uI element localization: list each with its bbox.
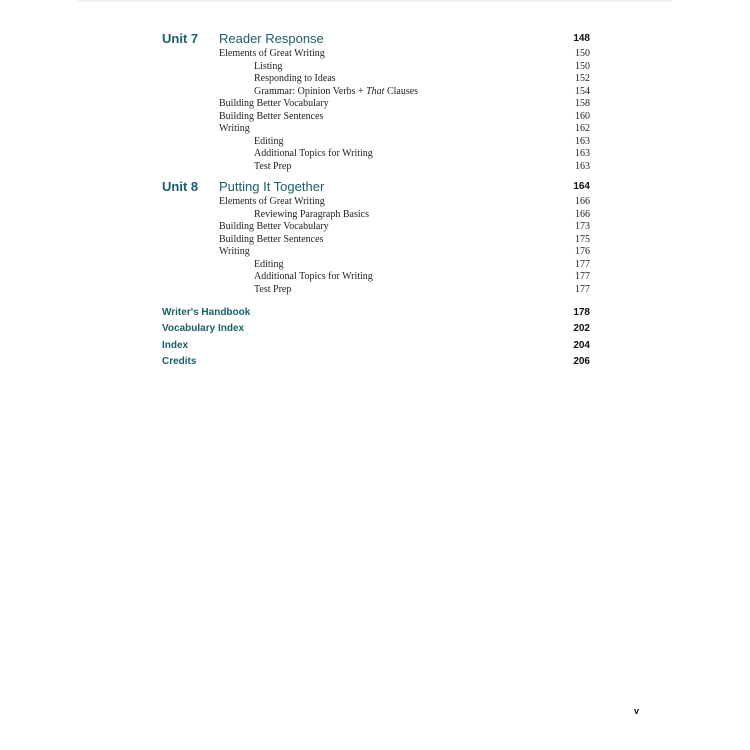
entry-label: Building Better Sentences [219,110,324,122]
toc-entry[interactable] [162,284,590,297]
entry-label: Listing [254,60,283,72]
entry-label: Building Better Sentences [219,233,324,245]
entry-label: Writing [219,123,250,134]
backmatter-entry-vocabulary-index[interactable] [162,323,590,339]
entry-page: 166 [575,196,590,207]
unit-label: Unit 7 [162,31,199,46]
unit-title: Reader Response [219,31,324,46]
page-folio: v [634,706,640,716]
backmatter-entry-index[interactable] [162,340,590,356]
entry-label: Reviewing Paragraph Basics [254,208,369,220]
entry-page: 162 [575,123,590,134]
toc-entry[interactable] [162,111,590,124]
toc-entry[interactable] [162,259,590,272]
entry-label: Elements of Great Writing [219,48,325,59]
entry-page: 176 [575,246,590,257]
entry-page: 204 [573,339,590,351]
entry-label: Writing [219,246,250,257]
entry-label [254,86,418,99]
entry-label: Vocabulary Index [162,323,245,335]
entry-label: Responding to Ideas [254,73,336,84]
entry-label-part: Grammar: Opinion Verbs + [254,85,367,97]
unit-page-number: 148 [573,33,590,44]
toc-entry[interactable] [162,234,590,247]
unit-title: Putting It Together [219,179,325,194]
entry-page: 177 [575,283,590,295]
unit-page-number: 164 [573,181,590,192]
entry-label: Credits [162,355,197,367]
entry-page: 158 [575,98,590,109]
toc-entry[interactable] [162,136,590,149]
entry-page: 163 [575,135,590,147]
unit-8-section [162,179,590,296]
unit-label: Unit 8 [162,179,199,194]
toc-entry[interactable] [162,86,590,99]
entry-page: 177 [575,271,590,282]
entry-page: 166 [575,208,590,220]
entry-label: Index [162,339,189,351]
entry-page: 178 [573,307,590,318]
toc-entry[interactable] [162,61,590,74]
entry-label: Test Prep [254,283,292,295]
backmatter-entry-writers-handbook[interactable] [162,307,590,323]
entry-page: 154 [575,85,590,97]
toc-entry[interactable] [162,148,590,161]
entry-page: 163 [575,160,590,172]
entry-page: 160 [575,110,590,122]
toc-entry[interactable] [162,221,590,234]
entry-label: Editing [254,258,284,270]
entry-page: 173 [575,221,590,232]
entry-label: Editing [254,135,284,147]
unit-header[interactable] [162,179,590,196]
entry-label: Test Prep [254,160,292,172]
toc-entry[interactable] [162,98,590,111]
entry-page: 150 [575,48,590,59]
toc-entry[interactable] [162,73,590,86]
backmatter-section [162,307,590,372]
entry-page: 163 [575,148,590,159]
entry-page: 202 [573,323,590,335]
backmatter-entry-credits[interactable] [162,356,590,372]
toc-entry[interactable] [162,246,590,259]
toc-entry[interactable] [162,161,590,174]
toc-entry[interactable] [162,271,590,284]
entry-label: Elements of Great Writing [219,196,325,207]
entry-label: Building Better Vocabulary [219,98,329,109]
toc-entry[interactable] [162,196,590,209]
entry-page: 177 [575,258,590,270]
entry-page: 175 [575,233,590,245]
unit-7-section [162,31,590,173]
unit-header[interactable] [162,31,590,48]
entry-label: Building Better Vocabulary [219,221,329,232]
entry-page: 206 [573,355,590,367]
entry-label-italic: That [366,85,385,97]
toc-entry[interactable] [162,123,590,136]
toc-entry[interactable] [162,209,590,222]
toc-entry[interactable] [162,48,590,61]
entry-label: Additional Topics for Writing [254,271,373,282]
entry-page: 152 [575,73,590,84]
entry-label-part: Clauses [384,85,419,97]
entry-label: Writer's Handbook [162,307,251,318]
entry-page: 150 [575,60,590,72]
entry-label: Additional Topics for Writing [254,148,373,159]
